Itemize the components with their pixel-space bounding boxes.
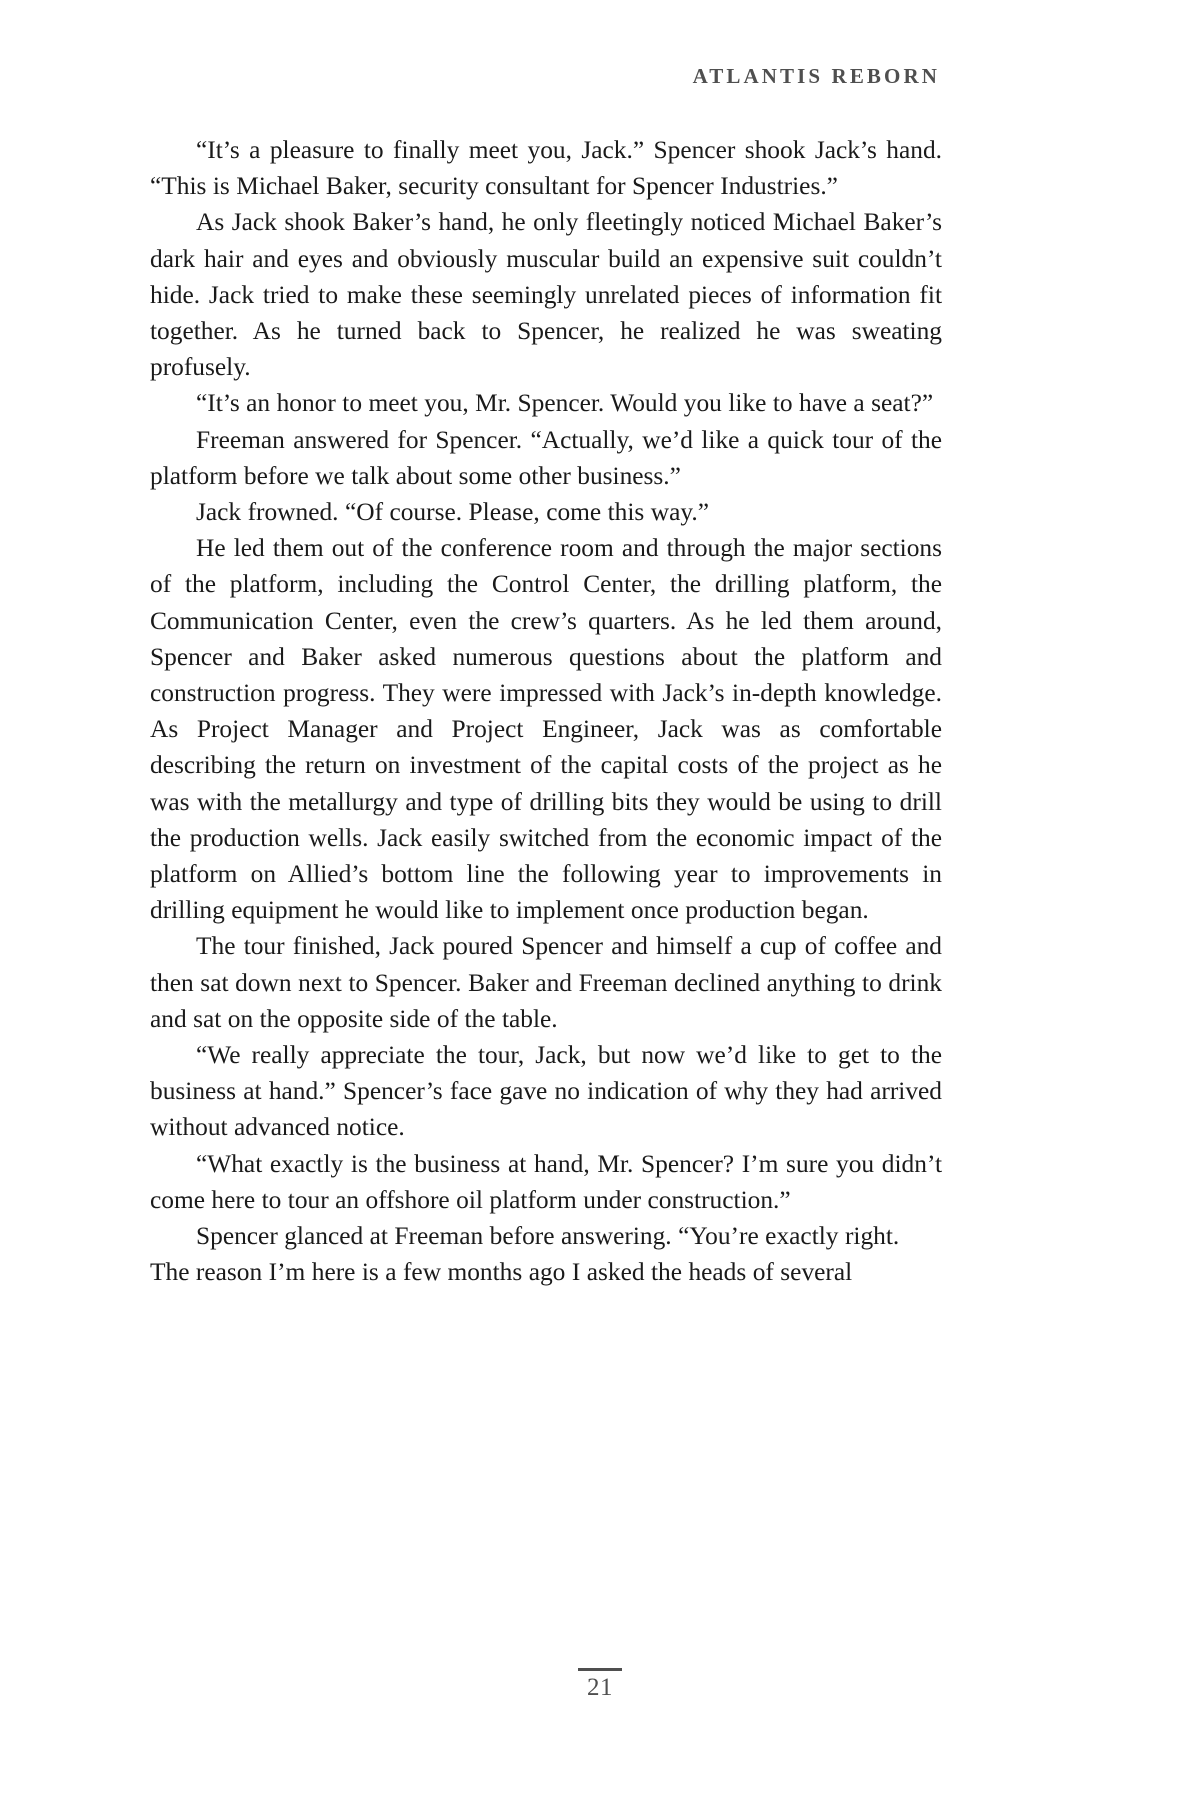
paragraph: “It’s an honor to meet you, Mr. Spencer. Would you like to have a seat?” bbox=[196, 389, 934, 418]
page-number: 21 bbox=[587, 1674, 613, 1701]
body-text-block bbox=[150, 132, 942, 1291]
paragraph: The tour finished, Jack poured Spencer and himself a cup of coffee and then sat down next to Spencer. Baker and Freeman declined anything to drink and sat on the opposite side of the table. bbox=[150, 932, 942, 1033]
paragraph: “What exactly is the business at hand, Mr. Spencer? I’m sure you didn’t come here to tour an offshore oil platform under construction.” bbox=[150, 1149, 942, 1214]
folio-rule bbox=[578, 1668, 622, 1671]
page-footer bbox=[0, 1668, 1200, 1703]
paragraph: Jack frowned. “Of course. Please, come this way.” bbox=[196, 498, 710, 527]
paragraph: “We really appreciate the tour, Jack, but now we’d like to get to the business at hand.” Spencer’s face gave no indication of why they had arrived without advanced notice. bbox=[150, 1041, 942, 1142]
paragraph: As Jack shook Baker’s hand, he only fleetingly noticed Michael Baker’s dark hair and eyes and obviously muscular build an expensive suit couldn’t hide. Jack tried to make these seemingly unrelated pieces of information fit together. As he turned back to Spencer, he realized he was sweating profusely. bbox=[150, 208, 942, 382]
paragraph: Spencer glanced at Freeman before answering. “You’re exactly right. The reason I’m here is a few months ago I asked the heads of several bbox=[150, 1222, 900, 1287]
paragraph: He led them out of the conference room and through the major sections of the platform, including the Control Center, the drilling platform, the Communication Center, even the crew’s quarters. As he led them around, Spencer and Baker asked numerous questions about the platform and construction progress. They were impressed with Jack’s in-depth knowledge. As Project Manager and Project Engineer, Jack was as comfortable describing the return on investment of the capital costs of the project as he was with the metallurgy and type of drilling bits they would be using to drill the production wells. Jack easily switched from the economic impact of the platform on Allied’s bottom line the following year to improvements in drilling equipment he would like to implement once production began. bbox=[150, 534, 942, 925]
paragraph: “It’s a pleasure to finally meet you, Jack.” Spencer shook Jack’s hand. “This is Michael Baker, security consultant for Spencer Industries.” bbox=[150, 136, 942, 201]
paragraph: Freeman answered for Spencer. “Actually, we’d like a quick tour of the platform before we talk about some other business.” bbox=[150, 425, 942, 490]
running-header: ATLANTIS REBORN bbox=[692, 64, 940, 88]
